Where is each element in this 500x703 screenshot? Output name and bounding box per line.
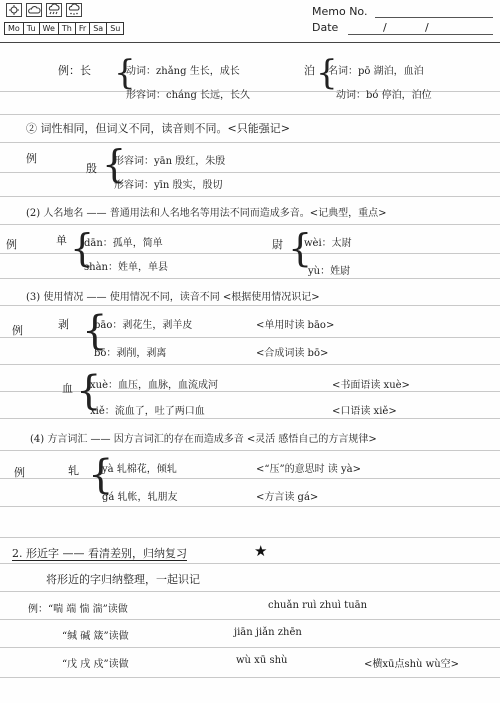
entry-line: 动词：bó 停泊，泊位 <box>336 90 432 101</box>
entry-line: yù：姓尉 <box>308 266 351 277</box>
headword: 轧 <box>68 464 79 477</box>
ruled-line <box>0 114 500 115</box>
note: <横xū点shù wù空> <box>364 659 460 670</box>
ruled-line <box>0 142 500 143</box>
rule-heading: (2) 人名地名 —— 普通用法和人名地名等用法不同而造成多音。<记典型，重点> <box>26 208 387 219</box>
pinyin-line: wù xū shù <box>236 655 288 666</box>
note: <“压”的意思时 读 yà> <box>256 464 361 475</box>
brace: { <box>114 53 136 93</box>
ruled-line <box>0 450 500 451</box>
brace: { <box>102 142 127 186</box>
ruled-line <box>0 647 500 648</box>
entry-line: 形容词：yān 殷红，朱殷 <box>114 156 226 167</box>
entry-line: 形容词：cháng 长远，长久 <box>126 90 251 101</box>
entry-line: dān：孤单，简单 <box>84 238 163 249</box>
day-we[interactable]: We <box>39 22 59 35</box>
rule-heading: ② 词性相同，但词义不同，读音则不同。<只能强记> <box>26 122 290 135</box>
section-heading <box>12 545 187 561</box>
ruled-line <box>0 224 500 225</box>
example-line: “戊 戌 戍”读做 <box>62 659 129 670</box>
cloudy-icon <box>26 3 42 17</box>
example-label: 例：长 <box>58 64 91 77</box>
entry-line: gá 轧帐，轧朋友 <box>102 492 178 503</box>
example-label: 例 <box>26 152 37 165</box>
day-th[interactable]: Th <box>58 22 76 35</box>
ruled-line <box>0 418 500 419</box>
date-label: Date <box>312 21 339 34</box>
note: <单用时读 bāo> <box>256 320 335 331</box>
headword: 殷 <box>86 162 97 175</box>
day-fr[interactable]: Fr <box>75 22 90 35</box>
instruction: 将形近的字归纳整理，一起识记 <box>46 573 200 586</box>
example-label: 例 <box>12 324 23 337</box>
ruled-line <box>0 591 500 592</box>
ruled-line <box>0 364 500 365</box>
memo-number-label: Memo No. <box>312 5 368 18</box>
ruled-line <box>0 478 500 479</box>
example-label: 例 <box>6 238 17 251</box>
example-line: “缄 碱 箴”读做 <box>62 631 129 642</box>
ruled-line <box>0 278 500 279</box>
note: <书面语读 xuè> <box>332 380 410 391</box>
entry-line: shàn：姓单，单县 <box>84 262 168 273</box>
entry-line: 名词：pō 湖泊，血泊 <box>328 66 424 77</box>
day-mo[interactable]: Mo <box>4 22 24 35</box>
headword: 泊 <box>304 64 315 77</box>
entry-line: bō：剥削，剥离 <box>94 348 167 359</box>
brace: { <box>76 368 102 414</box>
brace: { <box>88 452 114 498</box>
date-field <box>348 34 493 35</box>
headword: 血 <box>62 382 73 395</box>
rule-heading: (4) 方言词汇 —— 因方言词汇的存在而造成多音 <灵活 感悟自己的方言规律> <box>30 434 377 445</box>
ruled-line <box>0 563 500 564</box>
star-icon: ★ <box>254 542 268 560</box>
brace: { <box>316 53 338 93</box>
day-su[interactable]: Su <box>106 22 124 35</box>
ruled-line <box>0 619 500 620</box>
brace: { <box>288 226 313 270</box>
note: <口语读 xiě> <box>332 406 397 417</box>
rainy-icon <box>46 3 62 17</box>
example-line: 例：“喘 端 惴 湍”读做 <box>28 604 128 615</box>
note: <方言读 gá> <box>256 492 319 503</box>
entry-line: 动词：zhǎng 生长，成长 <box>126 66 240 77</box>
day-tu[interactable]: Tu <box>23 22 40 35</box>
brace: { <box>82 308 108 354</box>
ruled-line <box>0 677 500 678</box>
entry-line: bāo：剥花生，剥羊皮 <box>94 320 193 331</box>
headword: 单 <box>56 234 67 247</box>
entry-line: yà 轧棉花，倾轧 <box>102 464 177 475</box>
pinyin-line: jiān jiǎn zhēn <box>234 627 302 638</box>
ruled-line <box>0 337 500 338</box>
headword: 尉 <box>272 238 283 251</box>
sunny-icon <box>6 3 22 17</box>
entry-line: wèi：太尉 <box>304 238 352 249</box>
brace: { <box>70 226 95 270</box>
ruled-line <box>0 305 500 306</box>
section-heading-text: 2. 形近字 —— 看清差别，归纳复习 <box>12 547 187 560</box>
ruled-line <box>0 391 500 392</box>
weekday-row <box>4 22 123 35</box>
note: <合成词读 bō> <box>256 348 329 359</box>
weather-icons <box>6 3 82 17</box>
day-sa[interactable]: Sa <box>89 22 107 35</box>
entry-line: xuè：血压，血脉，血流成河 <box>90 380 218 391</box>
ruled-line <box>0 537 500 538</box>
ruled-line <box>0 196 500 197</box>
rule-heading: (3) 使用情况 —— 使用情况不同，读音不同 <根据使用情况识记> <box>26 292 320 303</box>
ruled-line <box>0 506 500 507</box>
example-label: 例 <box>14 466 25 479</box>
pinyin-line: chuǎn ruì zhuì tuān <box>268 600 368 611</box>
snowy-icon <box>66 3 82 17</box>
entry-line: 形容词：yīn 殷实，殷切 <box>114 180 223 191</box>
entry-line: xiě：流血了，吐了两口血 <box>90 406 205 417</box>
date-separator: / <box>383 21 387 34</box>
date-separator: / <box>425 21 429 34</box>
ruled-line <box>0 172 500 173</box>
memo-number-field <box>375 17 493 18</box>
headword: 剥 <box>58 318 69 331</box>
header-rule <box>0 42 500 43</box>
